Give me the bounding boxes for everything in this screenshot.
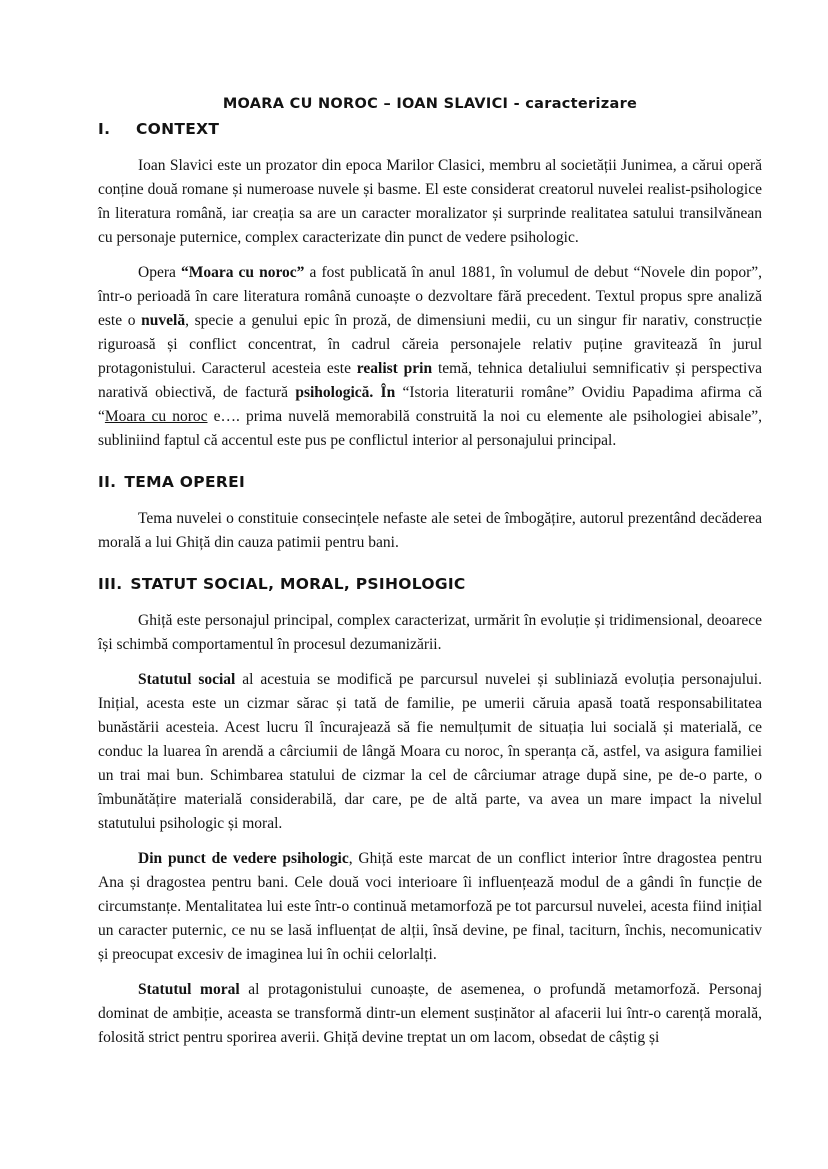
paragraph-statut-psihologic bbox=[98, 847, 762, 967]
paragraph-statut-social bbox=[98, 668, 762, 836]
heading-statut bbox=[98, 575, 762, 593]
text-run: Din punct de vedere psihologic bbox=[138, 850, 349, 867]
text-run: “Istoria literaturii române” Ovidiu Papadima afirma că “ bbox=[98, 384, 762, 425]
text-run: nuvelă bbox=[141, 312, 186, 329]
paragraph-opera bbox=[98, 261, 762, 453]
heading-number: II. bbox=[98, 473, 117, 491]
paragraph-statut-moral bbox=[98, 978, 762, 1050]
heading-label: STATUT SOCIAL, MORAL, PSIHOLOGIC bbox=[130, 575, 466, 593]
heading-number: I. bbox=[98, 120, 111, 138]
text-run: Moara cu noroc bbox=[104, 408, 208, 425]
text-run: Opera bbox=[138, 264, 181, 281]
text-run: Ghiță este personajul principal, complex caracterizat, urmărit în evoluție și tridimensional, deoarece își schimbă comportamentul în procesul dezumanizării. bbox=[98, 612, 762, 653]
text-run: “Moara cu noroc” bbox=[180, 264, 305, 281]
text-run: Ioan Slavici este un prozator din epoca Marilor Clasici, membru al societății Junimea, a cărui operă conține două romane și numeroase nuvele și basme. El este considerat creatorul nuvelei realist-psihologice în literatura română, iar creația sa are un caracter moralizator și surprinde realitatea satului transilvănean cu personaje puternice, complex caracterizate din punct de vedere psihologic. bbox=[98, 157, 762, 246]
text-run: al protagonistului cunoaște, de asemenea, o profundă metamorfoză. Personaj dominat de ambiție, aceasta se transformă dintr-un element susținător al afacerii lui într-o carență morală, folosită strict pentru sporirea averii. Ghiță devine treptat un om lacom, obsedat de câștig și bbox=[98, 981, 762, 1046]
text-run: e…. prima nuvelă memorabilă construită la noi cu elemente ale psihologiei abisale”, subliniind faptul că accentul este pus pe conflictul interior al personajului principal. bbox=[98, 408, 762, 449]
paragraph-context bbox=[98, 154, 762, 250]
text-run: , Ghiță este marcat de un conflict interior între dragostea pentru Ana și dragostea pentru bani. Cele două voci interioare îi influențează modul de a gândi în funcție de circumstanțe. Mentalitatea lui este într-o continuă metamorfoză pe tot parcursul nuvelei, acesta fiind inițial un caracter puternic, ce nu se lasă influențat de alții, însă devine, pe final, taciturn, închis, necomunicativ și preocupat excesiv de imaginea lui în ochii celorlalți. bbox=[98, 850, 762, 963]
text-run: temă, tehnica detaliului semnificativ și perspectiva narativă obiectivă, de factură bbox=[98, 360, 762, 401]
text-run: Statutul moral bbox=[138, 981, 240, 998]
text-run: a fost publicată în anul 1881, în volumul de debut “Novele din popor”, într-o perioadă în care literatura română cunoaște o dezvoltare fără precedent. Textul propus spre analiză este o bbox=[98, 264, 762, 329]
heading-label: TEMA OPEREI bbox=[124, 473, 246, 491]
paragraph-statut-intro bbox=[98, 609, 762, 657]
text-run: psihologică. În bbox=[295, 384, 396, 401]
heading-label: CONTEXT bbox=[136, 120, 220, 138]
paragraph-tema bbox=[98, 507, 762, 555]
text-run: , specie a genului epic în proză, de dimensiuni medii, cu un singur fir narativ, construcție riguroasă și conflict concentrat, în cadrul căreia personajele relativ puține gravitează în jurul protagonistului. Caracterul acesteia este bbox=[98, 312, 762, 377]
heading-context bbox=[98, 120, 762, 138]
text-run: Tema nuvelei o constituie consecințele nefaste ale setei de îmbogățire, autorul prezentând decăderea morală a lui Ghiță din cauza patimii pentru bani. bbox=[98, 510, 762, 551]
text-run: Statutul social bbox=[138, 671, 236, 688]
text-run: al acestuia se modifică pe parcursul nuvelei și subliniază evoluția personajului. Inițial, acesta este un cizmar sărac și tată de familie, pe umerii căruia apasă toată responsabilitatea bunăstării acesteia. Acest lucru îl încurajează să fie nemulțumit de situația lui socială și materială, ce conduc la luarea în arendă a cârciumii de lângă Moara cu noroc, în speranța că, astfel, va asigura familiei un trai mai bun. Schimbarea statului de cizmar la cel de cârciumar atrage după sine, pe de-o parte, o îmbunătățire materială considerabilă, dar care, pe de altă parte, va avea un mare impact la nivelul statutului psihologic și moral. bbox=[98, 671, 762, 832]
heading-number: III. bbox=[98, 575, 123, 593]
document-title: MOARA CU NOROC – IOAN SLAVICI - caracterizare bbox=[222, 96, 638, 112]
heading-tema bbox=[98, 473, 762, 491]
text-run: realist prin bbox=[356, 360, 433, 377]
